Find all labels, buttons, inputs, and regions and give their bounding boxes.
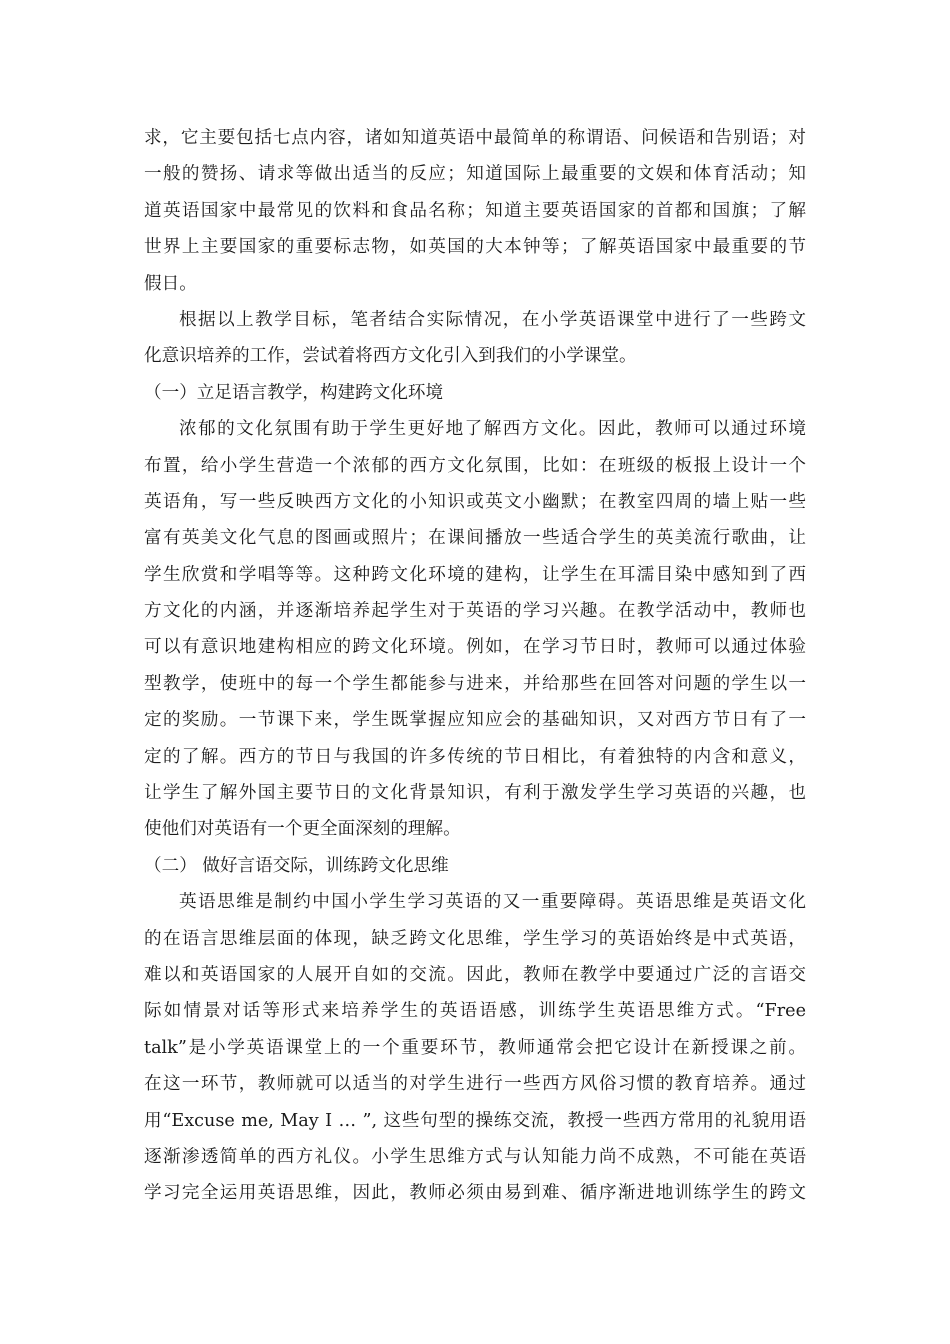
section-heading: （二） 做好言语交际，训练跨文化思维: [144, 855, 449, 876]
text-line: 富有英美文化气息的图画或照片；在课间播放一些适合学生的英美流行歌曲，让: [144, 528, 806, 549]
text-line: 逐渐渗透简单的西方礼仪。小学生思维方式与认知能力尚不成熟，不可能在英语: [144, 1146, 806, 1167]
text-line: 根据以上教学目标，笔者结合实际情况，在小学英语课堂中进行了一些跨文: [179, 309, 806, 330]
text-line: 际如情景对话等形式来培养学生的英语语感，训练学生英语思维方式。“Free: [144, 1001, 806, 1022]
text-line: 求，它主要包括七点内容，诸如知道英语中最简单的称谓语、问候语和告别语；对: [144, 128, 806, 148]
text-line: 方文化的内涵，并逐渐培养起学生对于英语的学习兴趣。在教学活动中，教师也: [144, 601, 806, 622]
document-page: [144, 120, 806, 1212]
text-line: 化意识培养的工作，尝试着将西方文化引入到我们的小学课堂。: [144, 346, 637, 367]
text-line: 难以和英语国家的人展开自如的交流。因此，教师在教学中要通过广泛的言语交: [144, 964, 806, 985]
text-line: 的在语言思维层面的体现，缺乏跨文化思维，学生学习的英语始终是中式英语，: [144, 928, 806, 949]
text-line: 型教学，使班中的每一个学生都能参与进来，并给那些在回答对问题的学生以一: [144, 673, 806, 694]
text-line: 英语思维是制约中国小学生学习英语的又一重要障碍。英语思维是英语文化: [179, 892, 806, 913]
text-line: 假日。: [144, 273, 197, 294]
text-line: 英语角，写一些反映西方文化的小知识或英文小幽默；在教室四周的墙上贴一些: [144, 491, 806, 512]
text-line: 定的了解。西方的节日与我国的许多传统的节日相比，有着独特的内含和意义，: [144, 746, 806, 767]
text-line: talk”是小学英语课堂上的一个重要环节，教师通常会把它设计在新授课之前。: [144, 1037, 806, 1058]
text-line: 学习完全运用英语思维，因此，教师必须由易到难、循序渐进地训练学生的跨文: [144, 1183, 806, 1204]
text-line: 世界上主要国家的重要标志物，如英国的大本钟等；了解英语国家中最重要的节: [144, 237, 806, 258]
text-line: 可以有意识地建构相应的跨文化环境。例如，在学习节日时，教师可以通过体验: [144, 637, 806, 658]
text-line: 使他们对英语有一个更全面深刻的理解。: [144, 819, 461, 840]
text-line: 用“Excuse me, May I … ”, 这些句型的操练交流，教授一些西方常用的礼貌用语: [144, 1110, 806, 1131]
section-heading: （一）立足语言教学，构建跨文化环境: [144, 382, 444, 403]
text-line: 让学生了解外国主要节日的文化背景知识，有利于激发学生学习英语的兴趣，也: [144, 783, 806, 804]
text-line: 浓郁的文化氛围有助于学生更好地了解西方文化。因此，教师可以通过环境: [179, 419, 806, 440]
text-line: 在这一环节，教师就可以适当的对学生进行一些西方风俗习惯的教育培养。通过: [144, 1074, 806, 1095]
text-line: 布置，给小学生营造一个浓郁的西方文化氛围，比如：在班级的板报上设计一个: [144, 455, 806, 476]
text-line: 道英语国家中最常见的饮料和食品名称；知道主要英语国家的首都和国旗；了解: [144, 200, 806, 221]
text-line: 一般的赞扬、请求等做出适当的反应；知道国际上最重要的文娱和体育活动；知: [144, 164, 806, 185]
text-line: 定的奖励。一节课下来，学生既掌握应知应会的基础知识，又对西方节日有了一: [144, 710, 806, 731]
text-line: 学生欣赏和学唱等等。这种跨文化环境的建构，让学生在耳濡目染中感知到了西: [144, 564, 806, 585]
